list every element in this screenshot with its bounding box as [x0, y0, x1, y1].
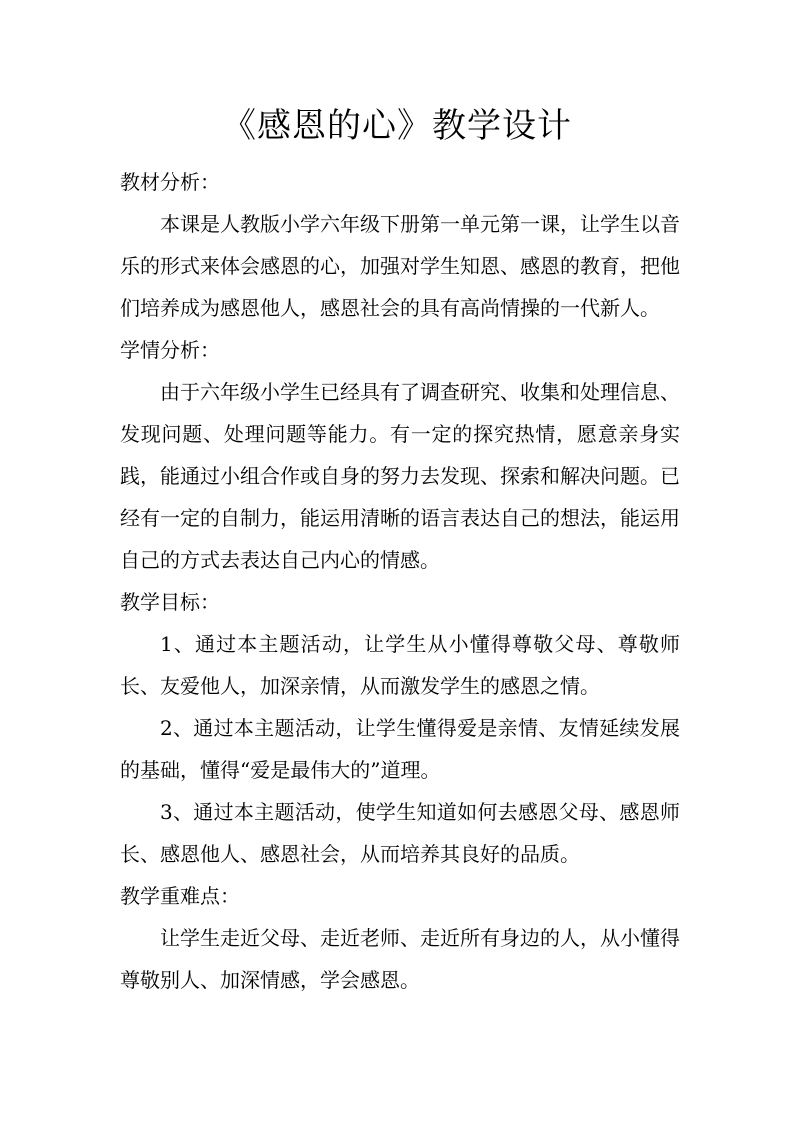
section-paragraph: 让学生走近父母、走近老师、走近所有身边的人，从小懂得尊敬别人、加深情感，学会感恩。: [120, 926, 680, 992]
section-teaching-goals: [120, 581, 680, 875]
section-paragraph: 本课是人教版小学六年级下册第一单元第一课，让学生以音乐的形式来体会感恩的心，加强对学生知恩、感恩的教育，把他们培养成为感恩他人，感恩社会的具有高尚情操的一代新人。: [120, 212, 680, 320]
section-heading: 教学重难点：: [120, 884, 240, 908]
section-textbook-analysis: [120, 161, 680, 329]
section-key-difficulties: [120, 875, 680, 1001]
goal-item: 1、通过本主题活动，让学生从小懂得尊敬父母、尊敬师长、友爱他人，加深亲情，从而激发学生的感恩之情。: [120, 632, 680, 698]
section-heading: 学情分析：: [120, 338, 220, 362]
document-title: 《感恩的心》教学设计: [222, 106, 572, 146]
goal-item: 3、通过本主题活动，使学生知道如何去感恩父母、感恩师长、感恩他人、感恩社会，从而培养其良好的品质。: [120, 800, 680, 866]
section-heading: 教材分析：: [120, 170, 220, 194]
section-heading: 教学目标：: [120, 590, 220, 614]
section-student-analysis: [120, 329, 680, 581]
document-body: [120, 161, 680, 1001]
section-paragraph: 由于六年级小学生已经具有了调查研究、收集和处理信息、发现问题、处理问题等能力。有一定的探究热情，愿意亲身实践，能通过小组合作或自身的努力去发现、探索和解决问题。已经有一定的自制力，能运用清晰的语言表达自己的想法，能运用自己的方式去表达自己内心的情感。: [120, 380, 680, 572]
goal-item: 2、通过本主题活动，让学生懂得爱是亲情、友情延续发展的基础，懂得“爱是最伟大的”道理。: [120, 716, 680, 782]
